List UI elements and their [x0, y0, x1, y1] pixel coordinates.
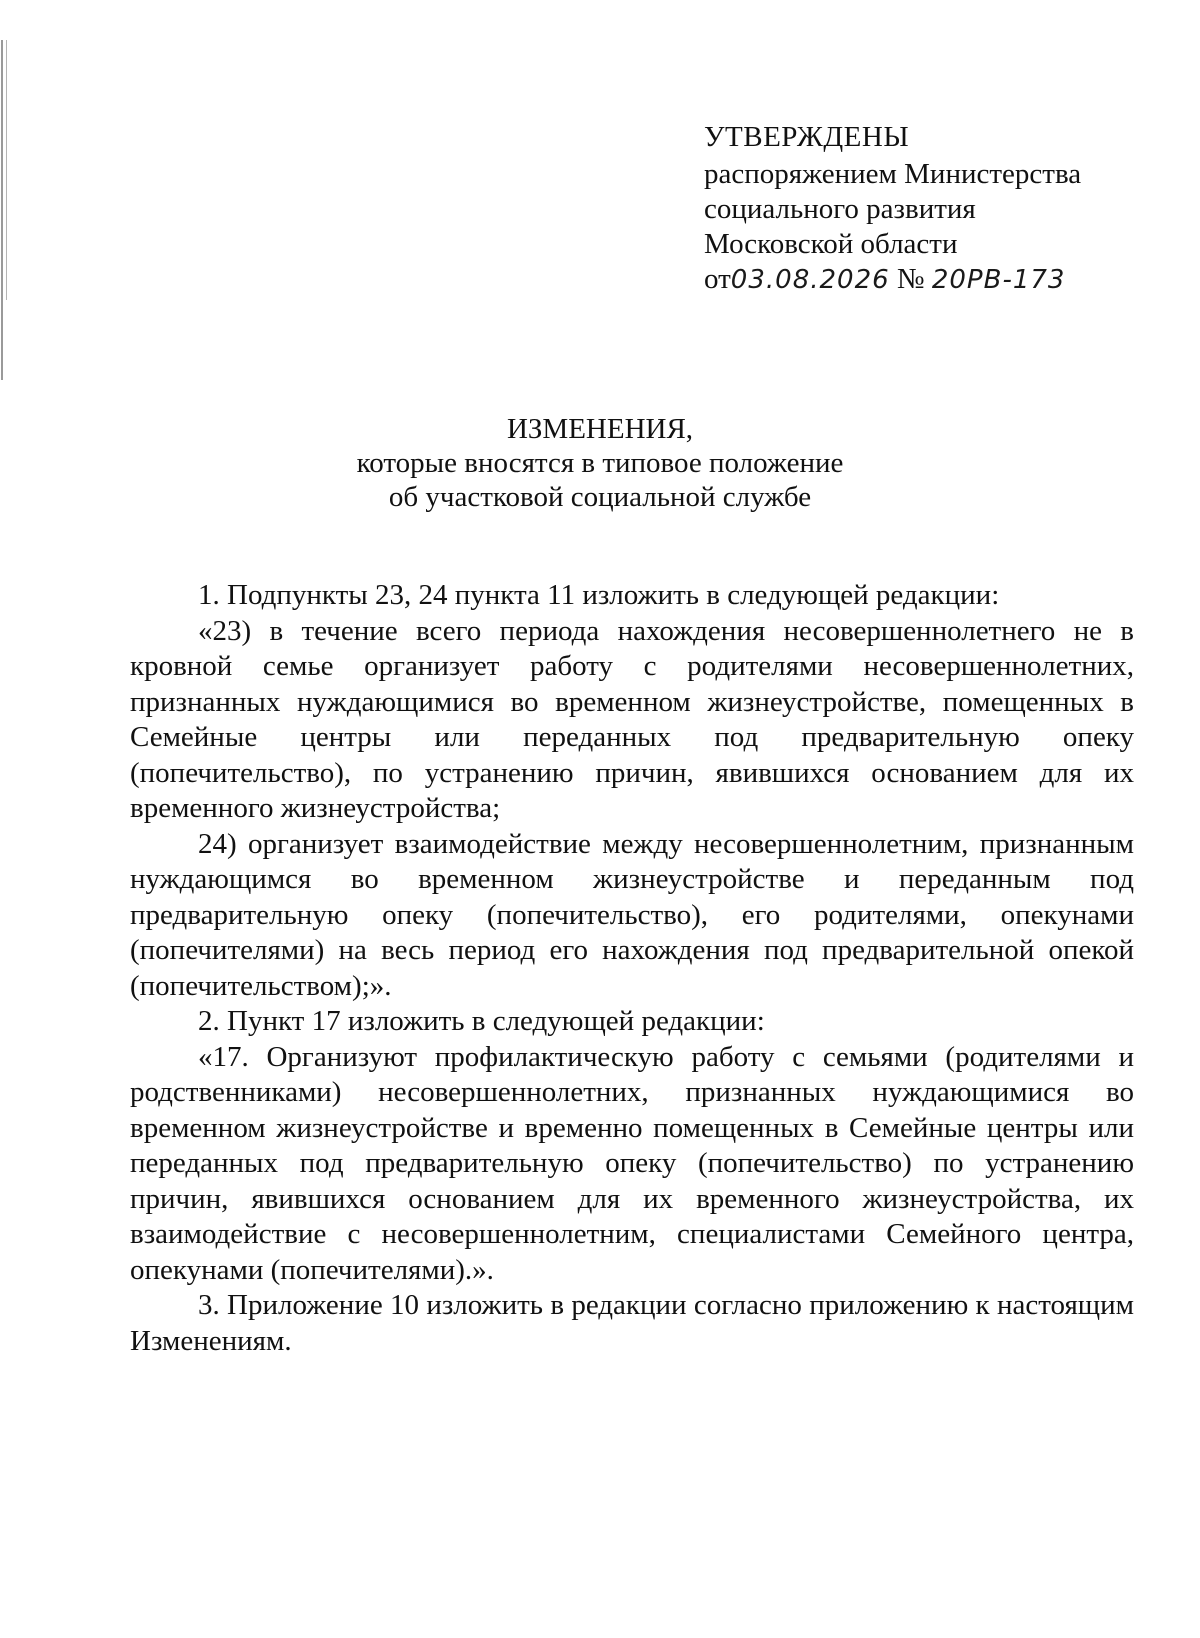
approval-line: Московской области	[704, 228, 958, 260]
date-prefix: от	[704, 263, 731, 295]
paragraph: 2. Пункт 17 изложить в следующей редакции:	[198, 1005, 765, 1037]
paragraph: 24) организует взаимодействие между несовершеннолетним, признанным нуждающимся во временном жизнеустройстве и переданным под предварительную опеку (попечительство), его родителями, опекунами (попечителями) на весь период его нахождения под предварительной опекой (попечительством);».	[130, 827, 1134, 1002]
document-title-block	[0, 412, 1200, 514]
scan-edge-line	[1, 40, 3, 380]
paragraph: 3. Приложение 10 изложить в редакции согласно приложению к настоящим Изменениям.	[130, 1289, 1134, 1357]
number-prefix: №	[896, 263, 925, 295]
document-body	[130, 578, 1134, 1359]
document-title: ИЗМЕНЕНИЯ,	[506, 413, 694, 445]
paragraph: «17. Организуют профилактическую работу с семьями (родителями и родственниками) несовершеннолетних, признанных нуждающимися во временном жизнеустройстве и временно помещенных в Семейные центры или переданных под предварительную опеку (попечительство) по устранению причин, явившихся основанием для их временного жизнеустройства, их взаимодействие с несовершеннолетним, специалистами Семейного центра, опекунами (попечителями).».	[130, 1040, 1134, 1286]
approval-stamp-block	[704, 120, 1164, 298]
approval-date-line	[704, 262, 1164, 298]
approval-line: распоряжением Министерства	[704, 158, 1082, 190]
approval-heading: УТВЕРЖДЕНЫ	[704, 121, 910, 153]
scan-edge-line	[6, 40, 7, 300]
document-subtitle: об участковой социальной службе	[388, 481, 812, 513]
handwritten-number: 20РВ-173	[931, 265, 1066, 295]
paragraph: 1. Подпункты 23, 24 пункта 11 изложить в следующей редакции:	[198, 579, 1000, 611]
paragraph: «23) в течение всего периода нахождения несовершеннолетнего не в кровной семье организует работу с родителями несовершеннолетних, признанных нуждающимися во временном жизнеустройстве, помещенных в Семейные центры или переданных под предварительную опеку (попечительство), по устранению причин, явившихся основанием для их временного жизнеустройства;	[130, 614, 1134, 824]
approval-line: социального развития	[704, 193, 976, 225]
handwritten-date: 03.08.2026	[730, 265, 890, 295]
document-subtitle: которые вносятся в типовое положение	[356, 447, 844, 479]
